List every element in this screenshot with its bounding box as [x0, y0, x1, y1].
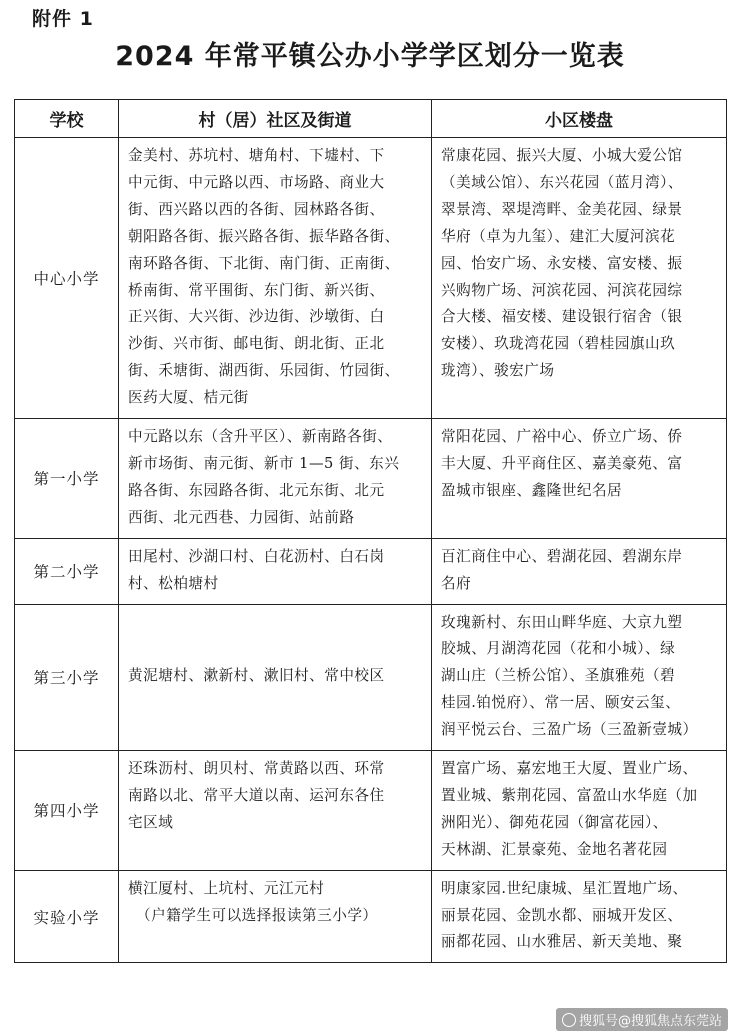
estate-line: 珑湾）、骏宏广场 [441, 362, 555, 380]
estate-line: 丽都花园、山水雅居、新天美地、聚 [441, 933, 683, 951]
table-row [15, 604, 727, 751]
estate-line: 名府 [441, 574, 472, 592]
estate-line: 玫瑰新村、东田山畔华庭、大京九塑 [441, 613, 683, 631]
village-line: 正兴街、大兴街、沙边街、沙墩街、白 [128, 308, 385, 326]
estate-line: 润平悦云台、三盈广场（三盈新壹城） [441, 721, 698, 739]
estates-cell [432, 751, 727, 871]
table-header-row [15, 100, 727, 138]
estate-line: 园、怡安广场、永安楼、富安楼、振 [441, 254, 683, 272]
table-row [15, 751, 727, 871]
village-line: 新市场街、南元街、新市 1—5 街、东兴 [128, 454, 400, 472]
village-note: （户籍学生可以选择报读第三小学） [136, 906, 378, 924]
village-line: 朝阳路各街、振兴路各街、振华路各街、 [128, 227, 400, 245]
estate-line: 桂园.铂悦府）、常一居、颐安云玺、 [441, 694, 681, 712]
estates-cell [432, 604, 727, 751]
estate-line: 华府（卓为九玺）、建汇大厦河滨花 [441, 227, 676, 245]
estate-line: 天林湖、汇景豪苑、金地名著花园 [441, 840, 668, 858]
estates-cell [432, 138, 727, 419]
school-name: 第二小学 [15, 538, 119, 604]
village-line: 还珠沥村、朗贝村、常黄路以西、环常 [128, 760, 385, 778]
estate-line: 百汇商住中心、碧湖花园、碧湖东岸 [441, 547, 683, 565]
village-line: 桥南街、常平围街、东门街、新兴街、 [128, 281, 385, 299]
village-line: 路各街、东园路各街、北元东街、北元 [128, 481, 385, 499]
estate-line: 洲阳光）、御苑花园（御富花园）、 [441, 813, 668, 831]
estate-line: 明康家园.世纪康城、星汇置地广场、 [441, 879, 688, 897]
table-row [15, 419, 727, 539]
village-line: 黄泥塘村、漱新村、漱旧村、常中校区 [128, 667, 385, 685]
document-title: 2024 年常平镇公办小学学区划分一览表 [115, 41, 625, 72]
attachment-label: 附件 1 [32, 8, 94, 30]
villages-cell [119, 870, 432, 963]
estate-line: 湖山庄（兰桥公馆）、圣旗雅苑（碧 [441, 667, 676, 685]
estate-line: 翠景湾、翠堤湾畔、金美花园、绿景 [441, 200, 683, 218]
village-line: 医药大厦、桔元街 [128, 389, 249, 407]
school-name: 第一小学 [15, 419, 119, 539]
school-district-table [14, 99, 727, 963]
estate-line: 胶城、月湖湾花园（花和小城）、绿 [441, 640, 676, 658]
village-line: 南环路各街、下北街、南门街、正南街、 [128, 254, 400, 272]
estates-cell [432, 870, 727, 963]
school-name: 实验小学 [15, 870, 119, 963]
school-name: 中心小学 [15, 138, 119, 419]
villages-cell [119, 138, 432, 419]
village-line: 村、松柏塘村 [128, 574, 219, 592]
villages-cell [119, 419, 432, 539]
table-row [15, 538, 727, 604]
estate-line: 安楼）、玖珑湾花园（碧桂园旗山玖 [441, 335, 676, 353]
table-row [15, 870, 727, 963]
village-line: 金美村、苏坑村、塘角村、下墟村、下 [128, 147, 385, 164]
table-row [15, 138, 727, 419]
header-school: 学校 [15, 100, 119, 138]
village-line: 街、禾塘街、湖西街、乐园街、竹园街、 [128, 362, 400, 380]
estates-cell [432, 419, 727, 539]
estate-line: 盈城市银座、鑫隆世纪名居 [441, 481, 623, 499]
estate-line: 兴购物广场、河滨花园、河滨花园综 [441, 281, 683, 299]
sohu-logo-icon [562, 1013, 576, 1027]
villages-cell [119, 751, 432, 871]
school-name: 第三小学 [15, 604, 119, 751]
estate-line: 丽景花园、金凯水都、丽城开发区、 [441, 906, 683, 924]
estate-line: 常阳花园、广裕中心、侨立广场、侨 [441, 428, 683, 446]
villages-cell [119, 604, 432, 751]
estate-line: 置业城、紫荆花园、富盈山水华庭（加 [441, 786, 698, 804]
village-line: 街、西兴路以西的各街、园林路各街、 [128, 200, 385, 218]
estate-line: 置富广场、嘉宏地王大厦、置业广场、 [441, 760, 698, 778]
estate-line: （美域公馆）、东兴花园（蓝月湾）、 [441, 173, 683, 191]
header-estates: 小区楼盘 [432, 100, 727, 138]
village-line: 田尾村、沙湖口村、白花沥村、白石岗 [128, 547, 385, 565]
village-line: 西街、北元西巷、力园街、站前路 [128, 508, 355, 526]
estates-cell [432, 538, 727, 604]
estate-line: 常康花园、振兴大厦、小城大爱公馆 [441, 147, 683, 164]
watermark-text: 搜狐号@搜狐焦点东莞站 [578, 1014, 722, 1029]
village-line: 沙街、兴市街、邮电街、朗北街、正北 [128, 335, 385, 353]
estate-line: 合大楼、福安楼、建设银行宿舍（银 [441, 308, 683, 326]
school-name: 第四小学 [15, 751, 119, 871]
header-villages: 村（居）社区及街道 [119, 100, 432, 138]
village-line: 中元街、中元路以西、市场路、商业大 [128, 173, 385, 191]
villages-cell [119, 538, 432, 604]
village-line: 中元路以东（含升平区）、新南路各街、 [128, 428, 393, 446]
village-line: 南路以北、常平大道以南、运河东各住 [128, 786, 385, 804]
village-line: 宅区域 [128, 813, 174, 831]
village-line: 横江厦村、上坑村、元江元村 [128, 879, 325, 897]
watermark [556, 1008, 728, 1031]
estate-line: 丰大厦、升平商住区、嘉美豪苑、富 [441, 454, 683, 472]
